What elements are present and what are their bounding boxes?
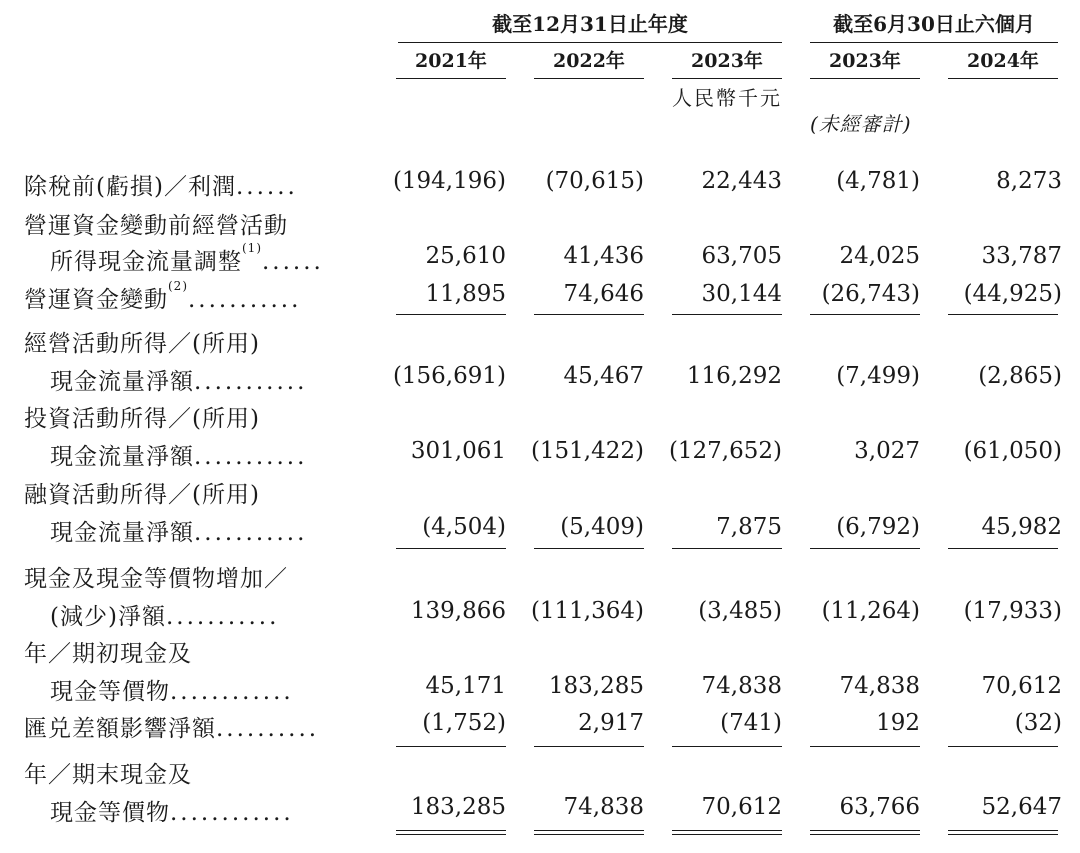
value-cell: 8,273 xyxy=(996,168,1062,194)
row-label xyxy=(24,476,260,509)
row-label-text: 現金流量淨額 xyxy=(50,520,194,546)
value-cell: (11,264) xyxy=(821,598,920,624)
value-cell: (70,615) xyxy=(545,168,644,194)
value-cell: 22,443 xyxy=(701,168,782,194)
header-fiscal-year-group: 截至12月31日止年度 xyxy=(398,8,782,43)
value-cell: 183,285 xyxy=(548,673,644,699)
table-row xyxy=(0,794,1080,828)
table-row xyxy=(0,673,1080,707)
header-half-year-2024: 2024年 xyxy=(948,46,1058,79)
header-half-year-group: 截至6月30日止六個月 xyxy=(810,8,1058,43)
value-cell: 70,612 xyxy=(981,673,1062,699)
row-label-text: 匯兑差額影響淨額 xyxy=(24,716,216,742)
value-cell: (61,050) xyxy=(963,438,1062,464)
value-cell: 45,171 xyxy=(425,673,506,699)
table-row xyxy=(0,168,1080,202)
value-cell: (1,752) xyxy=(422,710,506,736)
table-row xyxy=(0,514,1080,548)
row-label xyxy=(50,363,307,396)
value-cell: (17,933) xyxy=(963,598,1062,624)
unaudited-label: (未經審計) xyxy=(810,112,912,136)
value-cell: 74,838 xyxy=(563,794,644,820)
leader-dots: ........... xyxy=(194,369,308,395)
row-label-text: 現金及現金等價物增加／ xyxy=(24,566,288,592)
table-row xyxy=(0,281,1080,315)
value-cell: (127,652) xyxy=(668,438,782,464)
row-label xyxy=(50,794,294,827)
header-year-2022: 2022年 xyxy=(534,46,644,79)
row-label-text: 融資活動所得／(所用) xyxy=(24,482,260,508)
value-cell: 2,917 xyxy=(578,710,644,736)
value-cell: 30,144 xyxy=(701,281,782,307)
row-label-text: 投資活動所得／(所用) xyxy=(24,406,260,432)
row-label xyxy=(24,400,260,433)
value-cell: (32) xyxy=(1014,710,1062,736)
value-cell: (6,792) xyxy=(836,514,920,540)
row-label-text: 除稅前(虧損)／利潤 xyxy=(24,174,236,200)
leader-dots: ........... xyxy=(194,444,308,470)
value-cell: (26,743) xyxy=(821,281,920,307)
row-label xyxy=(24,635,192,668)
table-row xyxy=(0,325,1080,359)
table-row xyxy=(0,710,1080,744)
row-label xyxy=(50,673,294,706)
row-label-text: 年／期初現金及 xyxy=(24,641,192,667)
value-cell: 74,838 xyxy=(839,673,920,699)
value-cell: 25,610 xyxy=(425,243,506,269)
value-cell: (44,925) xyxy=(963,281,1062,307)
row-label-text: 經營活動所得／(所用) xyxy=(24,331,260,357)
row-label xyxy=(50,514,307,547)
value-cell: 45,467 xyxy=(563,363,644,389)
footnote-marker: (1) xyxy=(242,241,262,255)
value-cell: (741) xyxy=(720,710,782,736)
value-cell: (7,499) xyxy=(836,363,920,389)
table-row xyxy=(0,400,1080,434)
value-cell: 183,285 xyxy=(410,794,506,820)
value-cell: 63,766 xyxy=(839,794,920,820)
value-cell: 33,787 xyxy=(981,243,1062,269)
table-row xyxy=(0,560,1080,594)
table-row xyxy=(0,598,1080,632)
leader-dots: .......... xyxy=(216,716,320,742)
row-label xyxy=(24,560,288,593)
value-cell: (151,422) xyxy=(530,438,644,464)
row-label-text: 現金流量淨額 xyxy=(50,444,194,470)
value-cell: 139,866 xyxy=(410,598,506,624)
leader-dots: ........... xyxy=(165,604,280,630)
value-cell: 192 xyxy=(876,710,920,736)
value-cell: (2,865) xyxy=(978,363,1062,389)
value-cell: 7,875 xyxy=(716,514,782,540)
header-half-year-2023: 2023年 xyxy=(810,46,920,79)
unit-label: 人民幣千元 xyxy=(672,86,782,110)
value-cell: 301,061 xyxy=(410,438,506,464)
row-label-text: 現金流量淨額 xyxy=(50,369,194,395)
value-cell: 74,646 xyxy=(563,281,644,307)
row-label xyxy=(24,756,192,789)
row-label-text: 年／期末現金及 xyxy=(24,762,192,788)
row-label-text: 現金等價物 xyxy=(50,800,170,826)
table-row xyxy=(0,476,1080,510)
value-cell: (194,196) xyxy=(392,168,506,194)
table-row xyxy=(0,363,1080,397)
table-row xyxy=(0,438,1080,472)
value-cell: (4,504) xyxy=(422,514,506,540)
footnote-marker: (2) xyxy=(168,279,188,293)
table-row xyxy=(0,243,1080,277)
value-cell: 41,436 xyxy=(563,243,644,269)
value-cell: 24,025 xyxy=(839,243,920,269)
header-year-2023: 2023年 xyxy=(672,46,782,79)
value-cell: 70,612 xyxy=(701,794,782,820)
row-label xyxy=(50,438,307,471)
row-label xyxy=(24,207,288,240)
row-label-text: 現金等價物 xyxy=(50,679,170,705)
leader-dots: ...... xyxy=(235,174,298,200)
table-row xyxy=(0,635,1080,669)
header-year-2021: 2021年 xyxy=(396,46,506,79)
row-label xyxy=(50,598,279,631)
row-label xyxy=(24,168,298,201)
row-label-text: (減少)淨額 xyxy=(50,604,166,630)
value-cell: (156,691) xyxy=(392,363,506,389)
value-cell: (5,409) xyxy=(560,514,644,540)
row-label xyxy=(50,243,324,276)
value-cell: (111,364) xyxy=(530,598,644,624)
table-row xyxy=(0,756,1080,790)
value-cell: 3,027 xyxy=(854,438,920,464)
value-cell: 11,895 xyxy=(425,281,506,307)
value-cell: 52,647 xyxy=(981,794,1062,820)
row-label xyxy=(24,325,260,358)
leader-dots: ............ xyxy=(170,679,294,705)
leader-dots: ........... xyxy=(188,287,302,313)
value-cell: (3,485) xyxy=(698,598,782,624)
table-row xyxy=(0,207,1080,241)
value-cell: (4,781) xyxy=(836,168,920,194)
row-label-text: 營運資金變動 xyxy=(24,287,168,313)
leader-dots: ........... xyxy=(194,520,308,546)
row-label xyxy=(24,710,319,743)
row-label-text: 營運資金變動前經營活動 xyxy=(24,213,288,239)
value-cell: 63,705 xyxy=(701,243,782,269)
leader-dots: ...... xyxy=(262,249,324,275)
leader-dots: ............ xyxy=(170,800,294,826)
row-label-text: 所得現金流量調整 xyxy=(50,249,242,275)
value-cell: 116,292 xyxy=(686,363,782,389)
row-label xyxy=(24,281,301,314)
value-cell: 74,838 xyxy=(701,673,782,699)
value-cell: 45,982 xyxy=(981,514,1062,540)
